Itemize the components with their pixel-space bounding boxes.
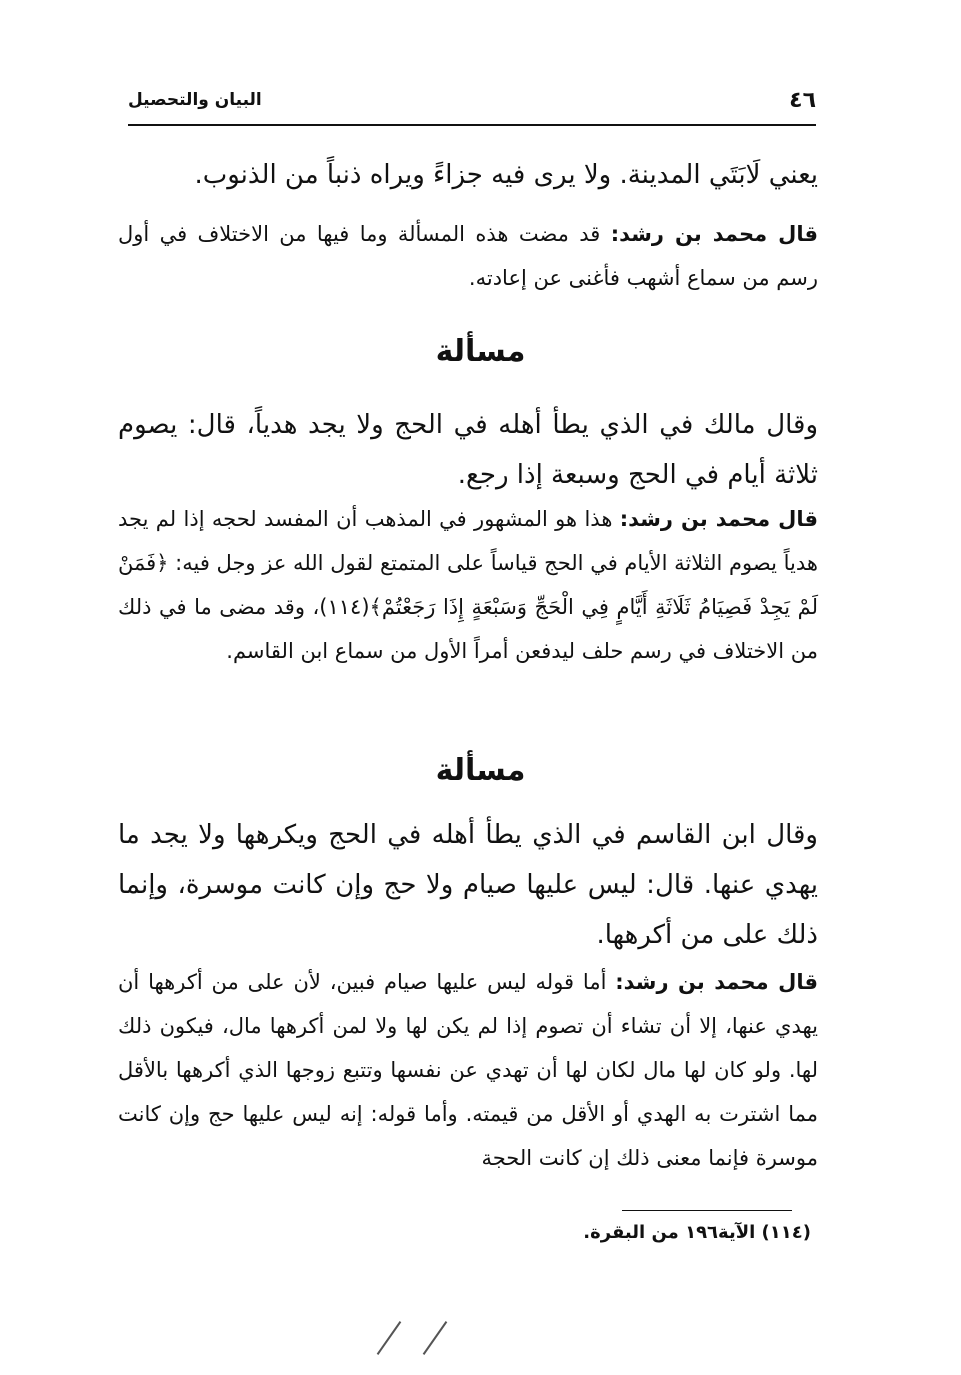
paragraph-6	[118, 960, 818, 1180]
paragraph-6-text: أما قوله ليس عليها صيام فبين، لأن على من أكرهها أن يهدي عنها، إلا أن تشاء أن تصوم إذا لم يكن لها ولا لمن أكرهها مال، فيكون ذلك لها. ولو كان لها مال لكان لها أن تهدي عن نفسها وتتبع زوجها الذي أكرهها بالأقل مما اشترت به الهدي أو الأقل من قيمته. وأما قوله: إنه ليس عليها حج وإن كانت موسرة فإنما معنى ذلك إن كانت الحجة	[118, 970, 818, 1170]
speaker-label: قال محمد بن رشد:	[619, 507, 818, 531]
page-header	[128, 84, 816, 126]
footnote: (١١٤) الآية١٩٦ من البقرة.	[583, 1222, 811, 1243]
section-heading-1: مسألة	[435, 334, 526, 369]
paragraph-1: يعني لَابَتَي المدينة. ولا يرى فيه جزاءً ويراه ذنباً من الذنوب.	[194, 160, 818, 190]
paragraph-4	[118, 497, 818, 673]
paragraph-4-text: هذا هو المشهور في المذهب أن المفسد لحجه إذا لم يجد هدياً يصوم الثلاثة الأيام في الحج قياساً على المتمتع لقول الله عز وجل فيه: ﴿فَمَنْ لَمْ يَجِدْ فَصِيَامُ ثَلَاثَةِ أَيَّامٍ فِي الْحَجِّ وَسَبْعَةٍ إِذَا رَجَعْتُمْ﴾(١١٤)، وقد مضى ما في ذلك من الاختلاف في رسم حلف ليدفعن أمراً الأول من سماع ابن القاسم.	[118, 507, 819, 663]
paragraph-2	[118, 212, 818, 300]
running-title: البيان والتحصيل	[128, 90, 262, 110]
speaker-label: قال محمد بن رشد:	[610, 222, 818, 246]
speaker-label: قال محمد بن رشد:	[615, 970, 818, 994]
paragraph-5: وقال ابن القاسم في الذي يطأ أهله في الحج ويكرهها ولا يجد ما يهدي عنها. قال: ليس عليها صيام ولا حج وإن كانت موسرة، وإنما ذلك على من أكرهها.	[118, 820, 818, 950]
page-number: ٤٦	[789, 88, 816, 113]
scan-mark	[377, 1321, 402, 1355]
scan-mark	[423, 1321, 448, 1355]
paragraph-3: وقال مالك في الذي يطأ أهله في الحج ولا يجد هدياً، قال: يصوم ثلاثة أيام في الحج وسبعة إذا رجع.	[118, 410, 818, 490]
section-heading-2: مسألة	[435, 753, 526, 788]
footnote-divider	[622, 1210, 792, 1211]
paragraph-2-text: قد مضت هذه المسألة وما فيها من الاختلاف في أول رسم من سماع أشهب فأغنى عن إعادته.	[118, 222, 818, 290]
